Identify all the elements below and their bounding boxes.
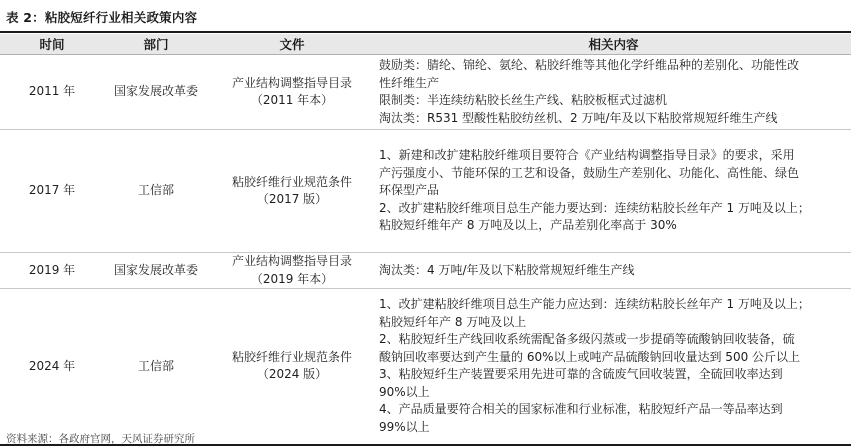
content-line: 99%以上	[379, 419, 430, 434]
document-line: 产业结构调整指导目录	[231, 75, 352, 90]
content-line: 2、改扩建粘胶纤维项目总生产能力要达到：连续纺粘胶长丝年产 1 万吨及以上；	[379, 200, 810, 215]
document-line: （2024 版）	[256, 367, 328, 382]
year-cell: 2017 年	[0, 130, 104, 253]
document-line: 粘胶纤维行业规范条件	[231, 174, 352, 189]
content-cell	[376, 130, 851, 253]
table-row	[0, 55, 851, 130]
content-line: 2、粘胶短纤生产线回收系统需配备多级闪蒸或一步提硝等硫酸钠回收装备，硫	[379, 332, 795, 347]
policy-table	[0, 34, 851, 446]
content-cell	[376, 55, 851, 130]
content-line: 产污强度小、节能环保的工艺和设备，鼓励生产差别化、功能化、高性能、绿色	[379, 165, 800, 180]
content-line: 限制类：半连续纺粘胶长丝生产线、粘胶板框式过滤机	[379, 93, 668, 107]
document-line: （2017 版）	[256, 192, 328, 206]
source-note: 资料来源：各政府官网，天风证券研究所	[6, 433, 195, 445]
document-line: 产业结构调整指导目录	[231, 254, 352, 268]
department-cell: 工信部	[104, 130, 208, 253]
content-line: 3、粘胶短纤生产装置要采用先进可靠的含硫废气回收装置，全硫回收率达到	[379, 367, 783, 382]
content-line: 环保型产品	[379, 183, 440, 198]
document-line: （2011 年本）	[250, 93, 334, 107]
content-line: 1、改扩建粘胶纤维项目总生产能力应达到：连续纺粘胶长丝年产 1 万吨及以上；	[379, 297, 810, 312]
document-cell	[208, 253, 376, 289]
content-line: 淘汰类：R531 型酸性粘胶纺丝机、2 万吨/年及以下粘胶常规短纤维生产线	[379, 110, 778, 125]
header-department: 部门	[104, 34, 208, 55]
year-cell: 2024 年	[0, 289, 104, 445]
header-content: 相关内容	[376, 34, 851, 55]
header-document: 文件	[208, 34, 376, 55]
content-line: 性纤维生产	[379, 75, 440, 90]
content-line: 粘胶短纤维年产 8 万吨及以上，产品差别化率高于 30%	[379, 218, 677, 233]
document-cell	[208, 130, 376, 253]
year-cell: 2019 年	[0, 253, 104, 289]
table-title: 表 2：粘胶短纤行业相关政策内容	[6, 10, 198, 25]
year-cell: 2011 年	[0, 55, 104, 130]
content-line: 鼓励类：腈纶、锦纶、氨纶、粘胶纤维等其他化学纤维品种的差别化、功能性改	[379, 58, 800, 72]
content-line: 90%以上	[379, 384, 430, 399]
document-line: （2019 年本）	[250, 271, 334, 286]
content-line: 4、产品质量要符合相关的国家标准和行业标准，粘胶短纤产品一等品率达到	[379, 402, 783, 417]
table-row	[0, 289, 851, 445]
header-time: 时间	[0, 34, 104, 55]
department-cell: 国家发展改革委	[104, 253, 208, 289]
department-cell: 工信部	[104, 289, 208, 445]
content-cell	[376, 253, 851, 289]
table-row	[0, 130, 851, 253]
top-rule	[0, 31, 851, 33]
header-row	[0, 34, 851, 55]
document-line: 粘胶纤维行业规范条件	[231, 349, 352, 364]
content-line: 淘汰类：4 万吨/年及以下粘胶常规短纤维生产线	[379, 262, 635, 277]
content-line: 酸钠回收率要达到产生量的 60%以上或吨产品硫酸钠回收量达到 500 公斤以上	[379, 349, 801, 364]
document-cell	[208, 55, 376, 130]
department-cell: 国家发展改革委	[104, 55, 208, 130]
document-cell	[208, 289, 376, 445]
content-cell	[376, 289, 851, 445]
table-row	[0, 253, 851, 289]
content-line: 1、新建和改扩建粘胶纤维项目要符合《产业结构调整指导目录》的要求，采用	[379, 148, 795, 163]
content-line: 粘胶短纤年产 8 万吨及以上	[379, 314, 527, 329]
